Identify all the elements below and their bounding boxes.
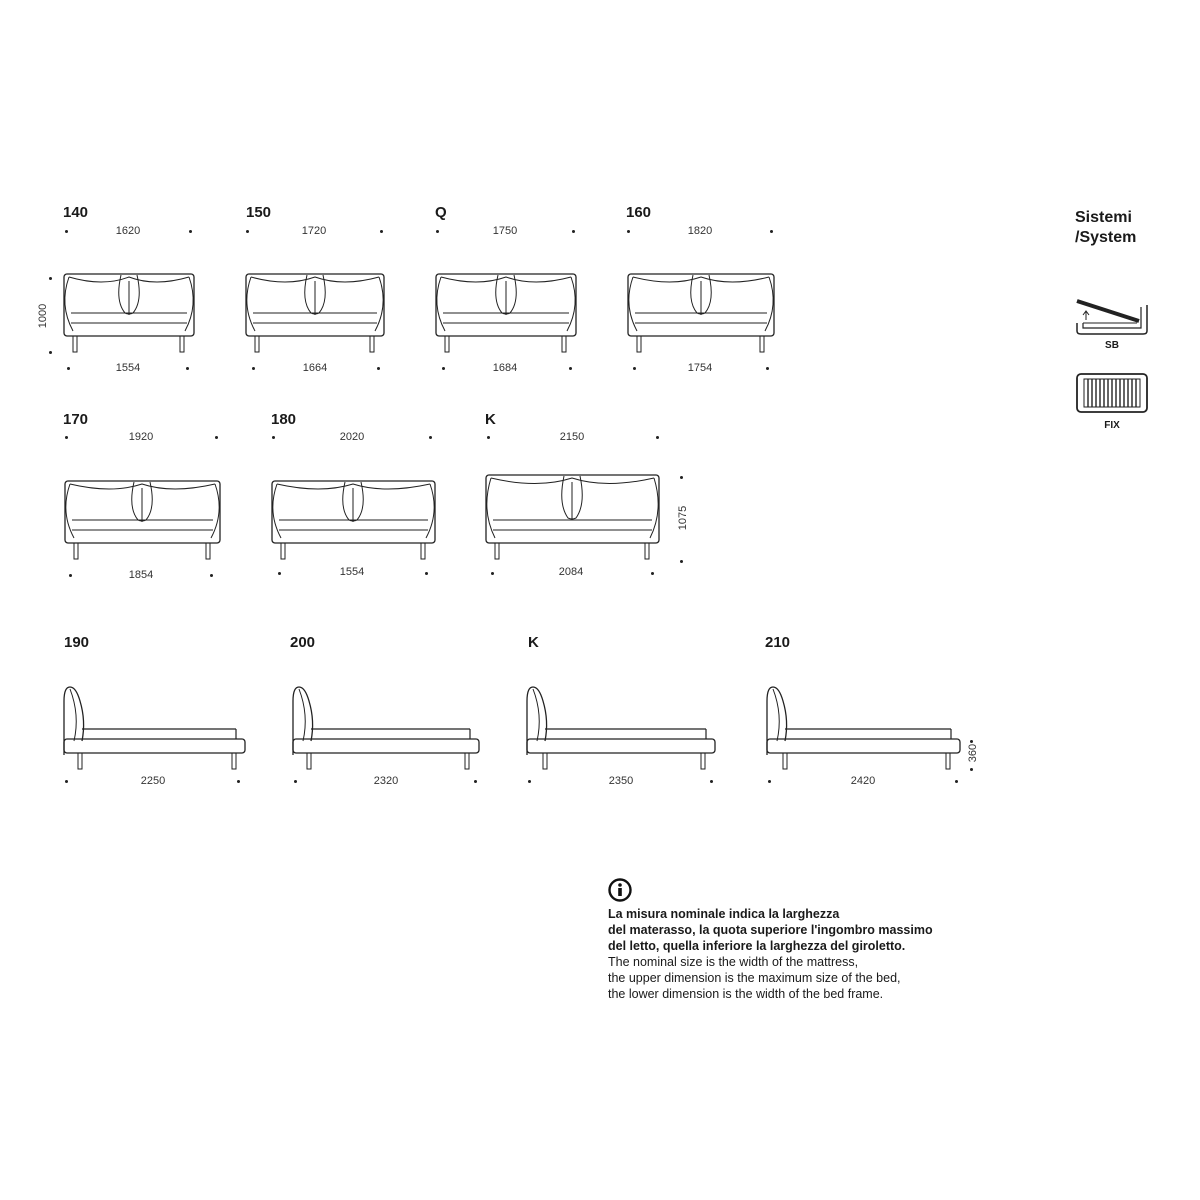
dimension-dot [436, 230, 439, 233]
dimension-dot [49, 351, 52, 354]
note-en-line3: the lower dimension is the width of the bed frame. [608, 987, 884, 1001]
top-dimension: 1720 [301, 225, 327, 237]
bed-front-drawing [627, 273, 776, 355]
dimension-dot [572, 230, 575, 233]
info-icon [607, 877, 633, 903]
bed-size-label: K [485, 411, 496, 428]
note-en-line1: The nominal size is the width of the mattress, [608, 955, 859, 969]
dimension-dot [278, 572, 281, 575]
dimension-dot [429, 436, 432, 439]
bed-side-drawing [523, 685, 719, 771]
dimension-dot [65, 230, 68, 233]
dimension-dot [237, 780, 240, 783]
dimension-dot [215, 436, 218, 439]
dimension-dot [680, 560, 683, 563]
system-title [1075, 208, 1136, 248]
top-dimension: 1920 [128, 431, 154, 443]
top-dimension: 1620 [115, 225, 141, 237]
dimension-dot [491, 572, 494, 575]
bed-size-label: 140 [63, 204, 89, 221]
dimension-dot [766, 367, 769, 370]
dimension-dot [680, 476, 683, 479]
dimension-dot [710, 780, 713, 783]
bed-size-label: 210 [765, 634, 791, 651]
bed-front-drawing [271, 480, 437, 562]
fixed-slats-icon [1076, 373, 1148, 413]
bed-size-label: 160 [626, 204, 652, 221]
size-note [608, 906, 968, 1002]
dimension-dot [210, 574, 213, 577]
option-sb-label: SB [1105, 340, 1119, 351]
dimension-dot [67, 367, 70, 370]
dimension-dot [294, 780, 297, 783]
dimension-dot [633, 367, 636, 370]
bed-side-drawing [763, 685, 963, 771]
dimension-dot [272, 436, 275, 439]
dimension-dot [380, 230, 383, 233]
dimension-dot [442, 367, 445, 370]
dimension-dot [65, 780, 68, 783]
dimension-dot [970, 768, 973, 771]
bottom-dimension: 1754 [687, 362, 713, 374]
length-dimension: 2250 [140, 775, 166, 787]
system-title-line2: /System [1075, 229, 1137, 246]
dimension-dot [69, 574, 72, 577]
length-dimension: 2350 [608, 775, 634, 787]
dimension-dot [186, 367, 189, 370]
dimension-dot [627, 230, 630, 233]
bottom-dimension: 1684 [492, 362, 518, 374]
dimension-dot [528, 780, 531, 783]
note-it-line1: La misura nominale indica la larghezza [608, 907, 840, 921]
dimension-dot [651, 572, 654, 575]
note-it-line3: del letto, quella inferiore la larghezza del giroletto. [608, 939, 906, 953]
bottom-dimension: 1664 [302, 362, 328, 374]
option-fix-label: FIX [1104, 420, 1120, 431]
dimension-dot [474, 780, 477, 783]
top-dimension: 2020 [339, 431, 365, 443]
bottom-dimension: 1854 [128, 569, 154, 581]
bed-size-label: 180 [271, 411, 297, 428]
bed-size-label: K [528, 634, 539, 651]
bottom-dimension: 1554 [339, 566, 365, 578]
note-en-line2: the upper dimension is the maximum size of the bed, [608, 971, 901, 985]
bed-size-label: Q [435, 204, 447, 221]
dimension-dot [768, 780, 771, 783]
dimension-dot [770, 230, 773, 233]
note-it-line2: del materasso, la quota superiore l'ingombro massimo [608, 923, 933, 937]
dimension-dot [49, 277, 52, 280]
dimension-dot [487, 436, 490, 439]
bed-front-drawing [435, 273, 578, 355]
dimension-dot [569, 367, 572, 370]
bed-size-label: 200 [290, 634, 316, 651]
dimension-dot [65, 436, 68, 439]
bed-front-drawing [64, 480, 222, 562]
height-dimension: 1075 [677, 505, 689, 531]
system-title-line1: Sistemi [1075, 209, 1132, 226]
dimension-dot [252, 367, 255, 370]
length-dimension: 2320 [373, 775, 399, 787]
dimension-dot [656, 436, 659, 439]
dimension-dot [425, 572, 428, 575]
storage-bed-icon [1075, 297, 1151, 337]
bed-front-drawing [63, 273, 196, 355]
top-dimension: 1820 [687, 225, 713, 237]
dimension-dot [377, 367, 380, 370]
bed-front-drawing [245, 273, 386, 355]
dimension-dot [955, 780, 958, 783]
bed-size-label: 150 [246, 204, 272, 221]
bed-size-label: 170 [63, 411, 89, 428]
bed-side-drawing [289, 685, 483, 771]
bed-size-label: 190 [64, 634, 90, 651]
bed-front-drawing [485, 474, 661, 562]
top-dimension: 2150 [559, 431, 585, 443]
top-dimension: 1750 [492, 225, 518, 237]
bottom-dimension: 2084 [558, 566, 584, 578]
dimension-dot [189, 230, 192, 233]
length-dimension: 2420 [850, 775, 876, 787]
dimension-dot [246, 230, 249, 233]
bed-side-drawing [60, 685, 248, 771]
bottom-dimension: 1554 [115, 362, 141, 374]
height-dimension: 1000 [37, 303, 49, 329]
height-dimension: 360 [967, 743, 979, 763]
